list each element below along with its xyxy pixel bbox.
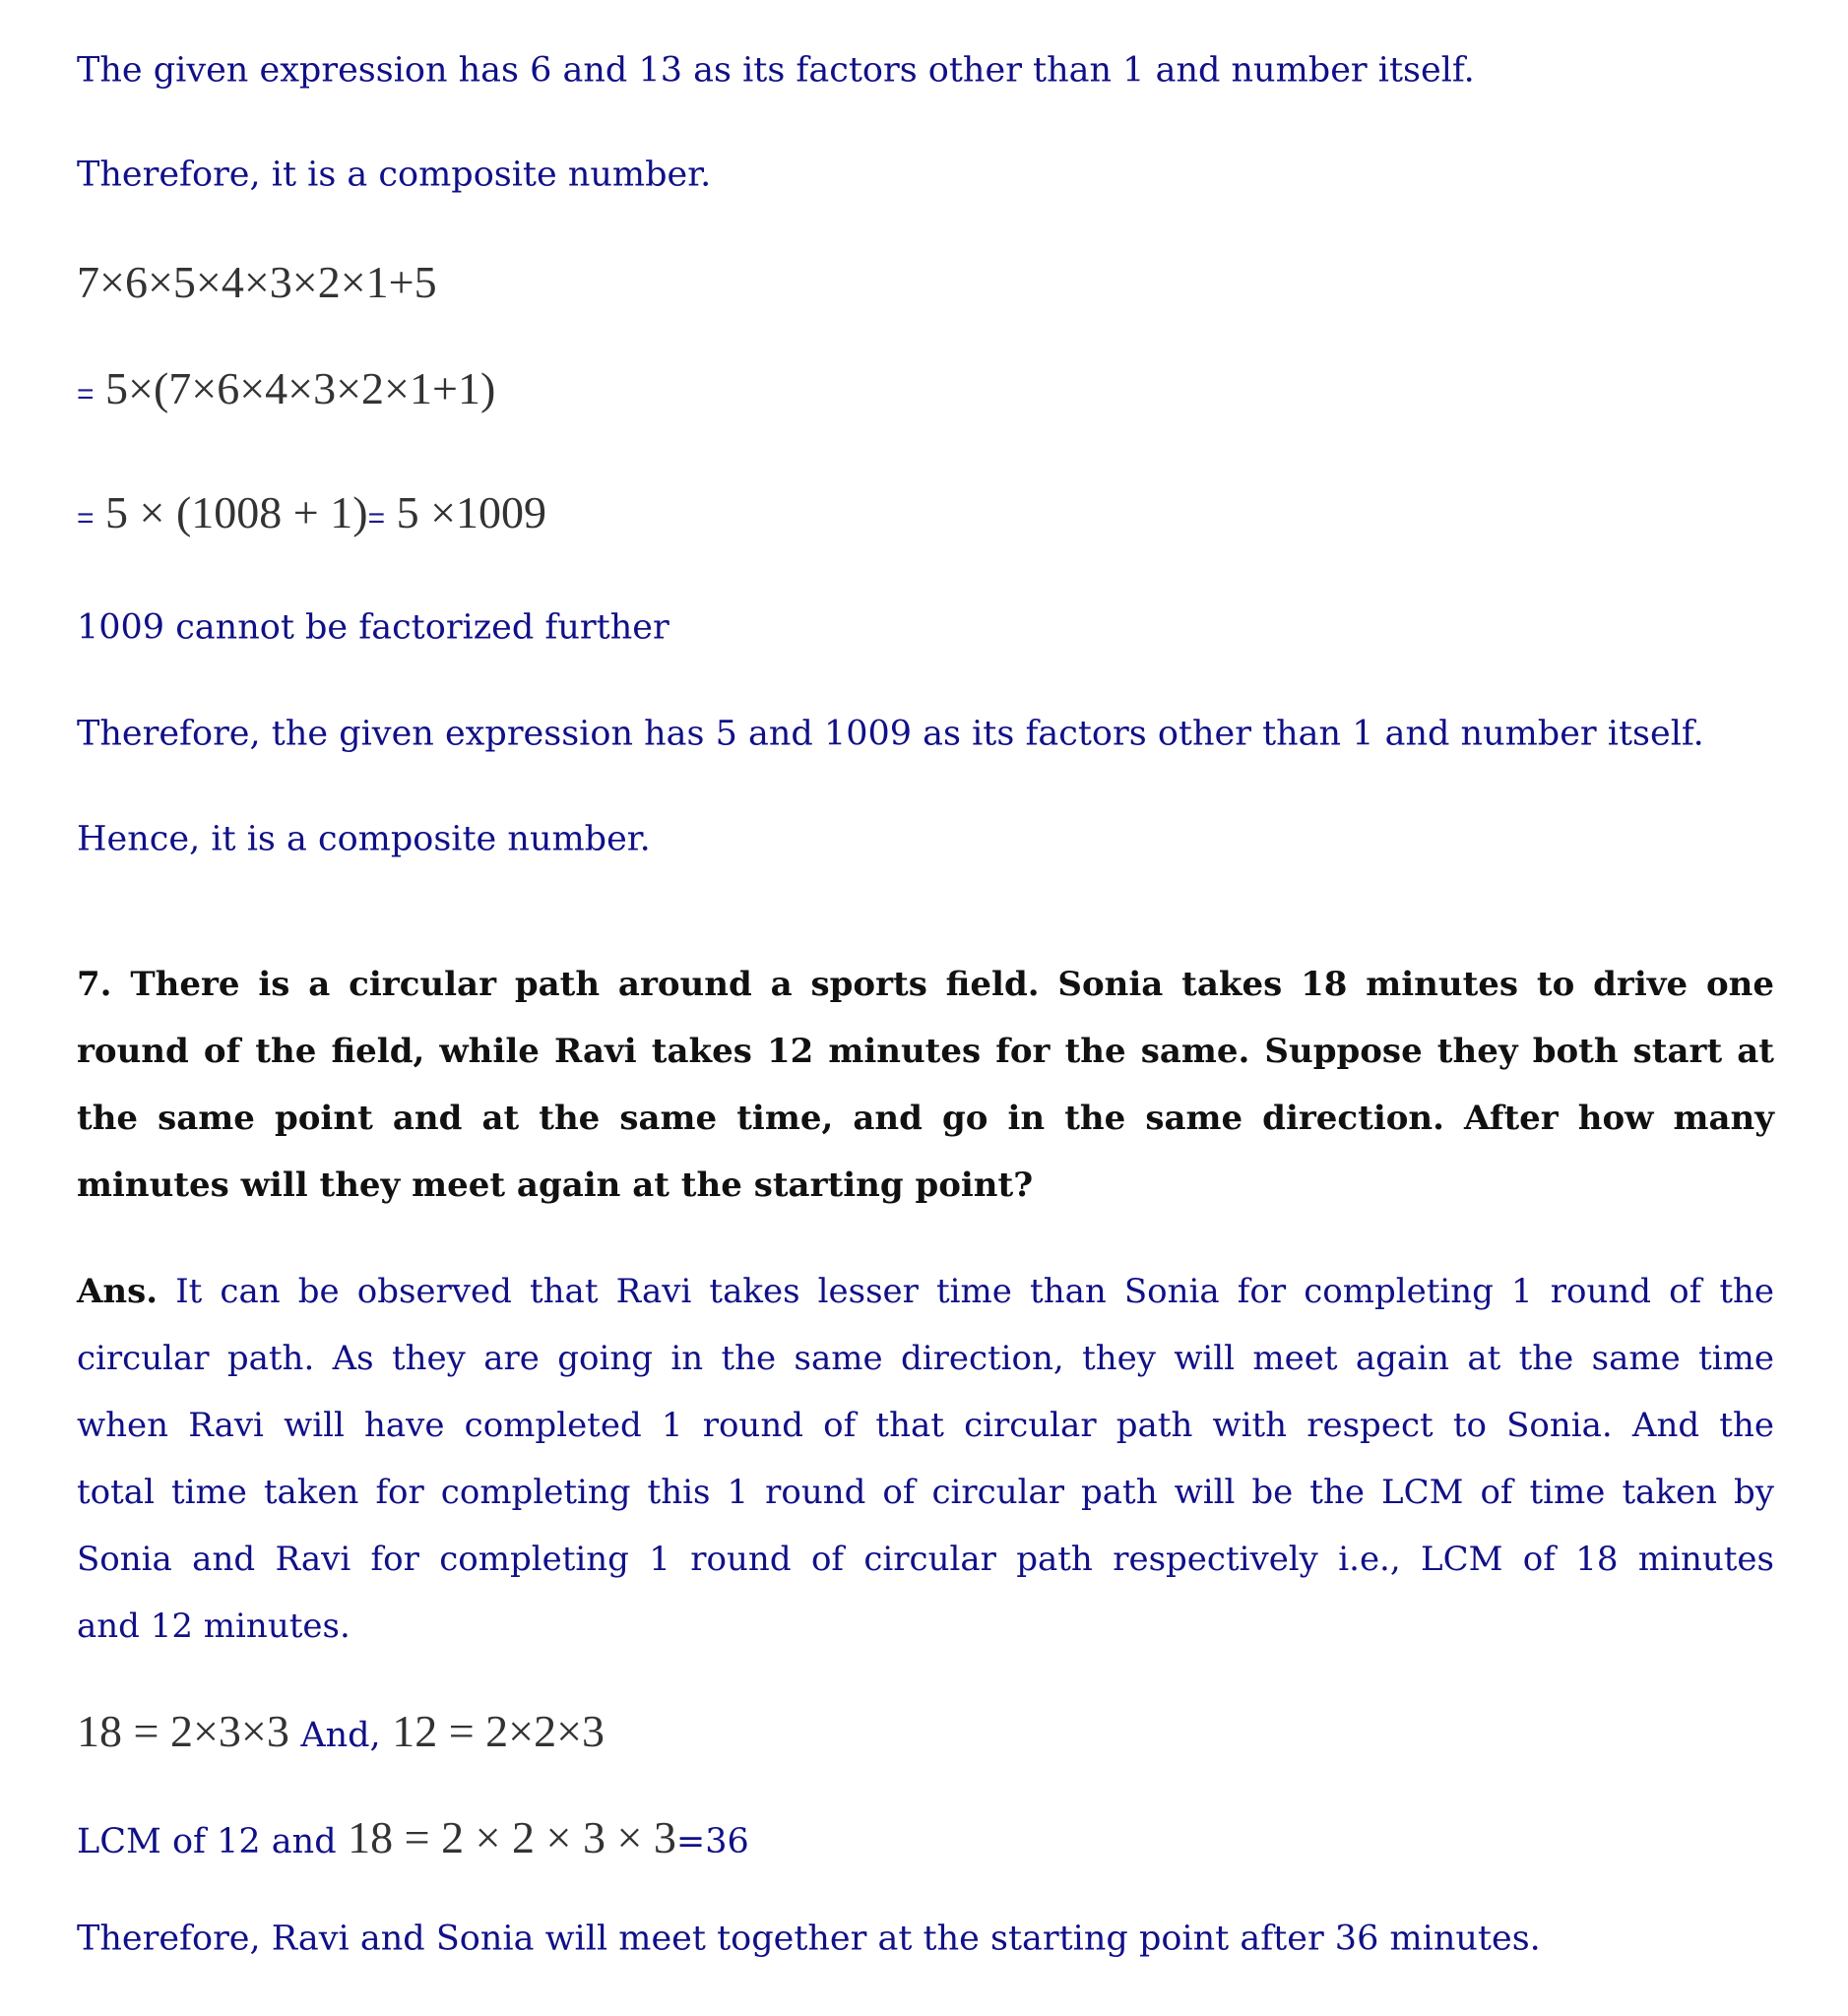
answer-line-text: It can be observed that Ravi takes lesser time than Sonia for completing 1 round of the [175, 1272, 1774, 1311]
equals-sign: = [77, 502, 95, 535]
answer-line: circular path. As they are going in the same direction, they will meet again at the same time [77, 1339, 1774, 1378]
math-expression-3a: 5 × (1008 + 1) [105, 487, 368, 537]
equals-sign: = [77, 378, 95, 410]
math-expression-3b: 5 ×1009 [396, 487, 547, 537]
factorization-12: 12 = 2×2×3 [392, 1706, 605, 1756]
math-expression-original [77, 257, 437, 307]
solution-text-composite-1: Therefore, it is a composite number. [77, 155, 712, 195]
question-line: 7. There is a circular path around a sports field. Sonia takes 18 minutes to drive one [77, 965, 1774, 1004]
question-line: round of the field, while Ravi takes 12 minutes for the same. Suppose they both start at [77, 1032, 1774, 1071]
question-line: the same point and at the same time, and go in the same direction. After how many [77, 1099, 1774, 1138]
math-expression-simplified [77, 487, 547, 537]
lcm-result: =36 [675, 1822, 749, 1861]
answer-line: when Ravi will have completed 1 round of that circular path with respect to Sonia. And the [77, 1406, 1774, 1445]
answer-7 [77, 1258, 1774, 1660]
solution-text-composite-2: Hence, it is a composite number. [77, 819, 651, 859]
factorization-and: And, [300, 1716, 381, 1755]
lcm-computation [77, 1812, 749, 1862]
question-line: minutes will they meet again at the starting point? [77, 1166, 1034, 1205]
question-7 [77, 951, 1774, 1219]
factorization-18: 18 = 2×3×3 [77, 1706, 289, 1756]
solution-text-1009: 1009 cannot be factorized further [77, 607, 669, 648]
math-expression-2: 5×(7×6×4×3×2×1+1) [105, 363, 496, 413]
solution-text-factors-6-13: The given expression has 6 and 13 as its factors other than 1 and number itself. [77, 50, 1475, 91]
lcm-prefix: LCM of 12 and [77, 1822, 337, 1861]
math-expression-1: 7×6×5×4×3×2×1+5 [77, 257, 437, 307]
answer-line [77, 1258, 1774, 1325]
answer-label: Ans. [77, 1272, 159, 1311]
answer-line: Sonia and Ravi for completing 1 round of circular path respectively i.e., LCM of 18 minutes [77, 1540, 1774, 1579]
lcm-expression: 18 = 2 × 2 × 3 × 3 [348, 1812, 676, 1862]
answer-line: and 12 minutes. [77, 1606, 350, 1646]
solution-text-factors-5-1009: Therefore, the given expression has 5 and 1009 as its factors other than 1 and number itself. [77, 714, 1704, 754]
math-expression-factored [77, 363, 496, 413]
equals-sign: = [367, 502, 386, 535]
prime-factorization [77, 1706, 605, 1756]
answer-line: total time taken for completing this 1 round of circular path will be the LCM of time taken by [77, 1473, 1774, 1512]
answer-conclusion: Therefore, Ravi and Sonia will meet together at the starting point after 36 minutes. [77, 1919, 1541, 1959]
